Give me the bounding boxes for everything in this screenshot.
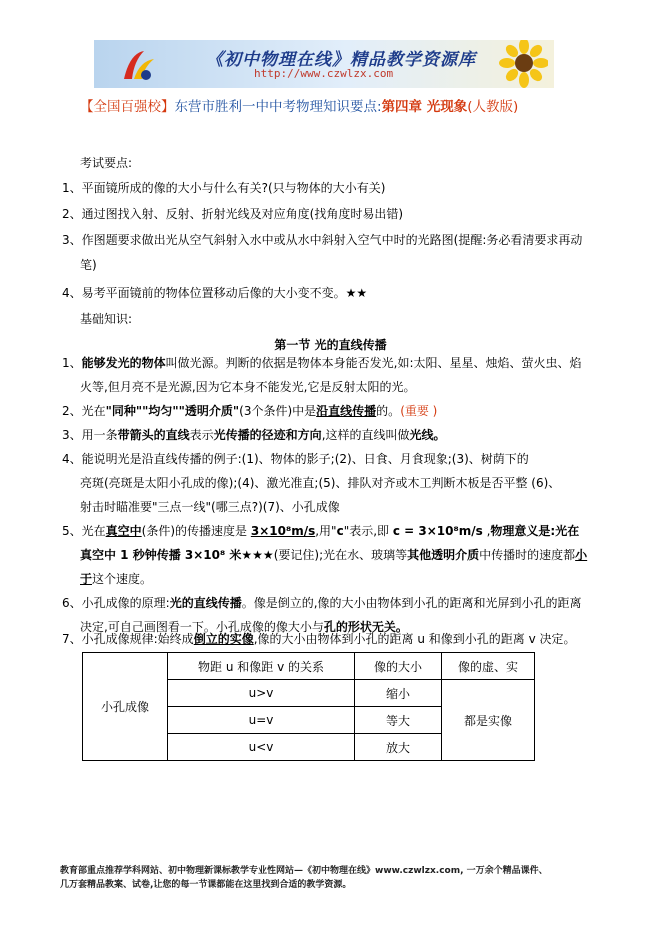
item-3: 3、用一条带箭头的直线表示光传播的径迹和方向,这样的直线叫做光线。 — [62, 428, 446, 442]
banner — [94, 40, 554, 88]
item-4-cont2: 射击时瞄准要"三点一线"(哪三点?)(7)、小孔成像 — [80, 500, 340, 514]
table-header: 物距 u 和像距 v 的关系 — [168, 653, 355, 680]
item-5-cont: 真空中 1 秒钟传播 3×10⁸ 米★★★(要记住);光在水、玻璃等其他透明介质中传播时的速度都小 — [80, 548, 588, 562]
logo-icon — [120, 47, 156, 83]
item-1-cont: 火等,但月亮不是光源,因为它本身不能发光,它是反射太阳的光。 — [80, 380, 416, 394]
footer — [60, 864, 548, 892]
table-header: 像的虚、实 — [442, 653, 535, 680]
banner-title: 《初中物理在线》精品教学资源库 — [206, 50, 476, 70]
exam-point-4: 4、易考平面镜前的物体位置移动后像的大小变不变。★★ — [62, 286, 368, 300]
item-6-cont: 决定,可自己画图看一下。小孔成像的像大小与孔的形状无关。 — [80, 620, 408, 634]
title-school-tag: 【全国百强校】 — [80, 99, 175, 115]
exam-heading: 考试要点: — [80, 156, 133, 170]
title-school: 东营市胜利一中中考物理知识要点: — [174, 99, 382, 115]
footer-line-2: 几万套精品教案、试卷,让您的每一节课都能在这里找到合适的教学资源。 — [60, 880, 352, 890]
table-cell: u>v — [168, 680, 355, 707]
table-cell: 等大 — [355, 707, 442, 734]
table-cell: u=v — [168, 707, 355, 734]
title-chapter: 第四章 光现象 — [381, 99, 468, 115]
table-cell: 缩小 — [355, 680, 442, 707]
table-cell: u<v — [168, 734, 355, 761]
item-7: 7、小孔成像规律:始终成倒立的实像,像的大小由物体到小孔的距离 u 和像到小孔的距离 v 决定。 — [62, 632, 576, 646]
item-1: 1、能够发光的物体叫做光源。判断的依据是物体本身能否发光,如:太阳、星星、烛焰、萤火虫、焰 — [62, 356, 582, 370]
item-6: 6、小孔成像的原理:光的直线传播。像是倒立的,像的大小由物体到小孔的距离和光屏到小孔的距离 — [62, 596, 582, 610]
item-4-cont: 亮斑(亮斑是太阳小孔成的像);(4)、激光准直;(5)、排队对齐或木工判断木板是否平整 (6)、 — [80, 476, 561, 490]
footer-line-1: 教育部重点推荐学科网站、初中物理新课标教学专业性网站—《初中物理在线》www.czwlzx.com, 一万余个精品课件、 — [60, 866, 548, 876]
exam-point-2: 2、通过图找入射、反射、折射光线及对应角度(找角度时易出错) — [62, 207, 404, 221]
table-cell: 放大 — [355, 734, 442, 761]
table-row-label: 小孔成像 — [83, 653, 168, 761]
table-cell: 都是实像 — [442, 680, 535, 761]
document-title — [80, 95, 610, 115]
basic-heading: 基础知识: — [80, 312, 133, 326]
item-4: 4、能说明光是沿直线传播的例子:(1)、物体的影子;(2)、日食、月食现象;(3)、树荫下的 — [62, 452, 529, 466]
sunflower-icon — [494, 40, 548, 88]
banner-url[interactable]: http://www.czwlzx.com — [254, 67, 394, 80]
item-5: 5、光在真空中(条件)的传播速度是 3×10⁸m/s,用"c"表示,即 c = 3×10⁸m/s ,物理意义是:光在 — [62, 524, 580, 538]
item-5-cont2: 于这个速度。 — [80, 572, 153, 586]
exam-point-3-cont: 笔) — [80, 258, 97, 272]
exam-point-1: 1、平面镜所成的像的大小与什么有关?(只与物体的大小有关) — [62, 181, 386, 195]
title-edition: (人教版) — [467, 99, 519, 115]
exam-point-3: 3、作图题要求做出光从空气斜射入水中或从水中斜射入空气中时的光路图(提醒:务必看清要求再动 — [62, 233, 583, 247]
section-title: 第一节 光的直线传播 — [274, 338, 387, 352]
table-header: 像的大小 — [355, 653, 442, 680]
table-row — [83, 653, 535, 680]
item-2: 2、光在"同种""均匀""透明介质"(3个条件)中是沿直线传播的。(重要 ) — [62, 404, 438, 418]
pinhole-table — [82, 652, 535, 761]
